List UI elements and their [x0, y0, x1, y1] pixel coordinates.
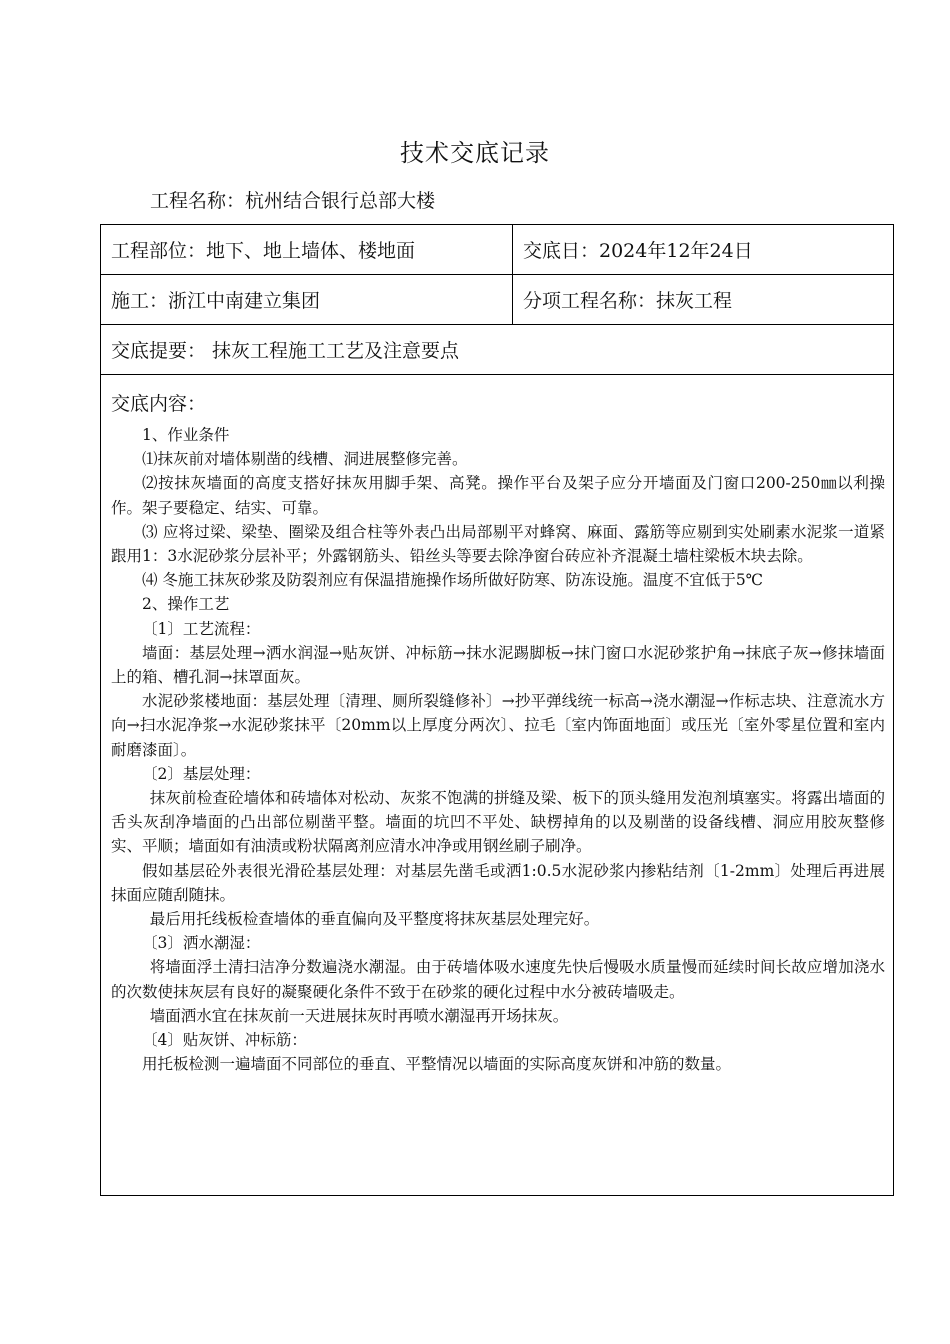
- paragraph: 用托板检测一遍墙面不同部位的垂直、平整情况以墙面的实际高度灰饼和冲筋的数量。: [142, 1055, 732, 1074]
- paragraph: 抹灰前检查砼墙体和砖墙体对松动、灰浆不饱满的拼缝及梁、板下的顶头缝用发泡剂填塞实。将露出墙面的舌头灰刮净墙面的凸出部位剔凿平整。墙面的坑凹不平处、缺楞掉角的以及剔凿的设备线槽、洞应用胶灰整修实、平顺；墙面如有油渍或粉状隔离剂应清水冲净或用钢丝刷子刷净。: [111, 789, 885, 856]
- document-title: 技术交底记录: [400, 139, 550, 167]
- disclosure-table: [100, 224, 894, 1196]
- contractor-cell: 施工：浙江中南建立集团: [101, 275, 513, 325]
- paragraph: ⑷ 冬施工抹灰砂浆及防裂剂应有保温措施操作场所做好防寒、防冻设施。温度不宜低于5℃: [142, 571, 764, 590]
- paragraph: 假如基层砼外表很光滑砼基层处理：对基层先凿毛或洒1:0.5水泥砂浆内掺粘结剂〔1-2mm〕处理后再进展抹面应随刮随抹。: [111, 861, 885, 904]
- paragraph: ⑵按抹灰墙面的高度支搭好抹灰用脚手架、高凳。操作平台及架子应分开墙面及门窗口200-250㎜以利操作。架子要稳定、结实、可靠。: [111, 474, 885, 517]
- paragraph: 墙面：基层处理→洒水润湿→贴灰饼、冲标筋→抹水泥踢脚板→抹门窗口水泥砂浆护角→抹底子灰→修抹墙面上的箱、槽孔洞→抹罩面灰。: [111, 643, 885, 687]
- paragraph: 将墙面浮土清扫洁净分数遍浇水潮湿。由于砖墙体吸水速度先快后慢吸水质量慢而延续时间长故应增加浇水的次数使抹灰层有良好的凝聚硬化条件不致于在砂浆的硬化过程中水分被砖墙吸走。: [111, 958, 885, 1001]
- date-cell: 交底日：2024年12年24日: [513, 225, 894, 275]
- paragraph: 1、作业条件: [142, 426, 230, 444]
- paragraph: 最后用托线板检查墙体的垂直偏向及平整度将抹灰基层处理完好。: [149, 910, 600, 929]
- paragraph: 〔4〕贴灰饼、冲标筋：: [142, 1031, 307, 1050]
- paragraph: 〔2〕基层处理：: [142, 764, 261, 783]
- paragraph: 水泥砂浆楼地面：基层处理〔清理、厕所裂缝修补〕→抄平弹线统一标高→浇水潮湿→作标志块、注意流水方向→扫水泥净浆→水泥砂浆抹平〔20mm以上厚度分两次〕、拉毛〔室内饰面地面〕或压光〔室外零星位置和室内耐磨漆面〕。: [111, 692, 885, 759]
- paragraph: 〔1〕工艺流程：: [142, 619, 261, 638]
- content-label: 交底内容：: [111, 393, 207, 415]
- project-name: 工程名称：杭州结合银行总部大楼: [150, 190, 436, 212]
- content-cell: [101, 375, 894, 1196]
- content-body: [101, 423, 893, 1076]
- paragraph: 墙面洒水宜在抹灰前一天进展抹灰时再喷水潮湿再开场抹灰。: [149, 1006, 569, 1025]
- summary-cell: 交底提要： 抹灰工程施工工艺及注意要点: [101, 325, 894, 375]
- paragraph: ⑶ 应将过梁、梁垫、圈梁及组合柱等外表凸出局部剔平对蜂窝、麻面、露筋等应剔到实处刷素水泥浆一道紧跟用1：3水泥砂浆分层补平；外露钢筋头、铅丝头等要去除净窗台砖应补齐混凝土墙柱梁板木块去除。: [111, 522, 885, 566]
- paragraph: 〔3〕洒水潮湿：: [142, 934, 261, 953]
- paragraph: 2、操作工艺: [142, 595, 230, 614]
- subproject-cell: 分项工程名称：抹灰工程: [513, 275, 894, 325]
- paragraph: ⑴抹灰前对墙体剔凿的线槽、洞进展整修完善。: [142, 450, 468, 469]
- location-cell: 工程部位：地下、地上墙体、楼地面: [101, 225, 513, 275]
